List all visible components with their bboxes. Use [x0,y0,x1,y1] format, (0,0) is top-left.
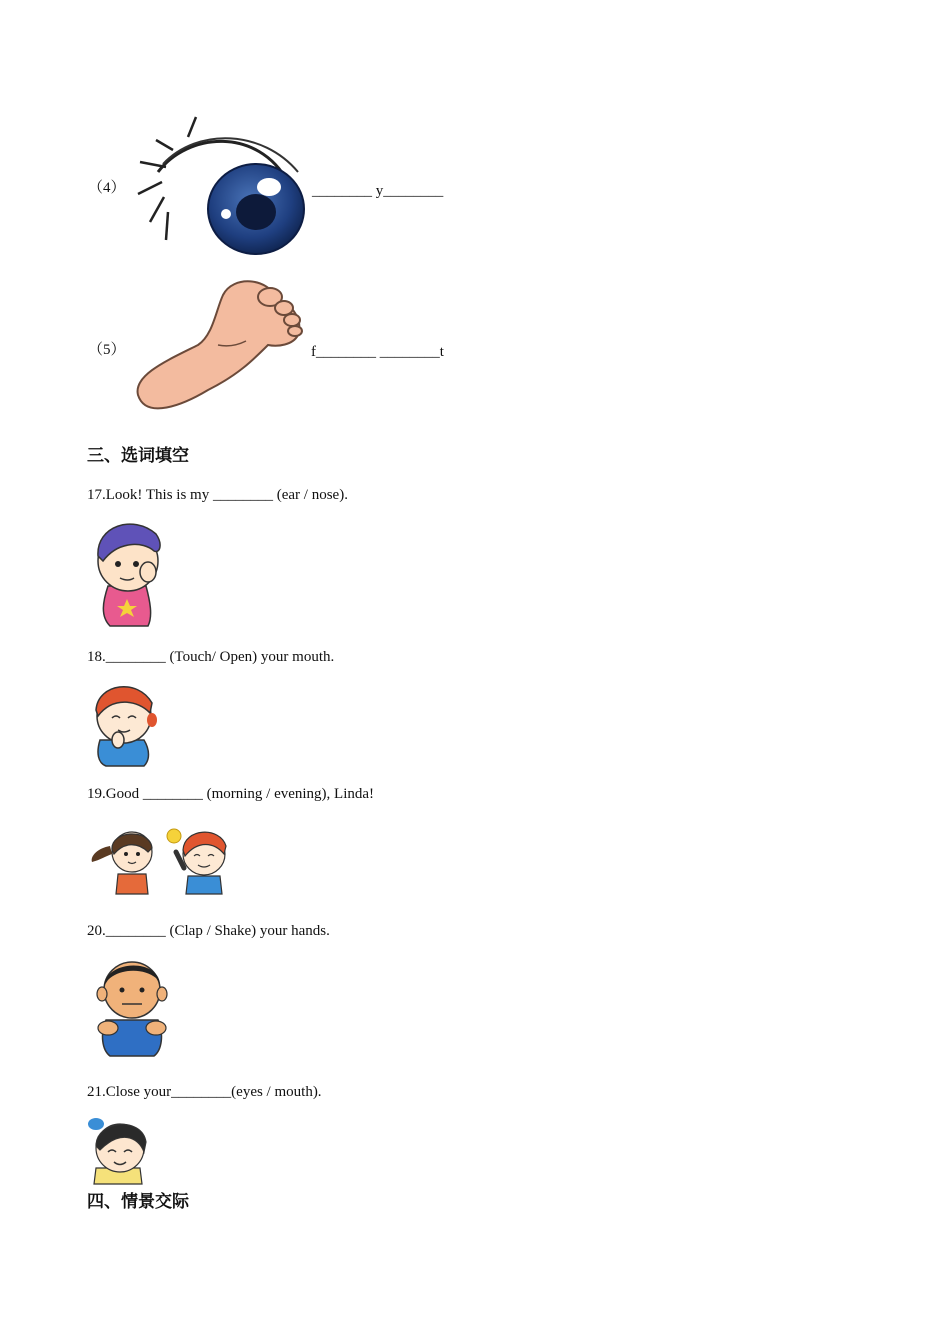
girl-closing-eyes-icon [86,1112,150,1184]
question-17: 17.Look! This is my ________ (ear / nose). [87,487,348,503]
foot-icon [128,275,313,420]
question-20: 20.________ (Clap / Shake) your hands. [87,923,330,939]
boy-touching-nose-icon [88,516,174,630]
item-4-blank: ________ y________ [312,183,444,199]
section-four-heading: 四、情景交际 [87,1192,189,1212]
section-three-heading: 三、选词填空 [87,446,189,466]
boy-shaking-hands-icon [88,954,176,1058]
item-5-blank: f________ ________t [311,344,444,360]
item-5-number: （5） [88,342,126,358]
boy-touching-mouth-icon [88,678,162,768]
question-19: 19.Good ________ (morning / evening), Linda! [87,786,375,802]
girl-and-boy-greeting-icon [88,822,234,898]
eye-icon [128,112,308,257]
item-4-number: （4） [88,180,126,196]
question-18: 18.________ (Touch/ Open) your mouth. [87,649,335,665]
question-21: 21.Close your________(eyes / mouth). [87,1084,322,1100]
